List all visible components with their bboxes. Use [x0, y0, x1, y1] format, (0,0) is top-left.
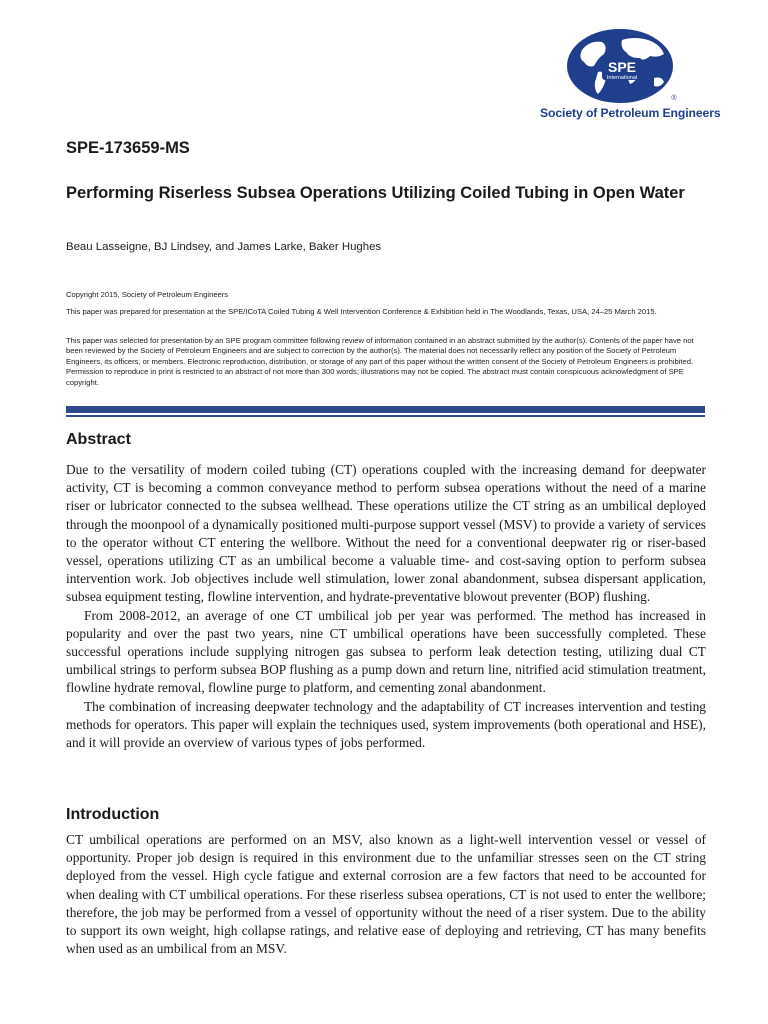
spe-logo [540, 28, 721, 124]
copyright-line: Copyright 2015, Society of Petroleum Engineers [66, 290, 229, 299]
paper-id: SPE-173659-MS [66, 139, 190, 157]
logo-mark-text: SPE [607, 59, 637, 75]
abstract-paragraph: Due to the versatility of modern coiled tubing (CT) operations coupled with the increasing demand for deepwater activity, CT is becoming a common conveyance method to perform subsea operations without the need of a marine riser or lubricator connected to the subsea wellhead. These operations utilize the CT string as an umbilical deployed through the moonpool of a dynamically positioned multi-purpose support vessel (MSV) to provide a variety of services to the operator without CT entering the wellbore. Without the need for a conventional deepwater rig or riser-based vessel, operations utilizing CT as an umbilical become a valuable time- and cost-saving option to perform subsea intervention work. Job objectives include well stimulation, lower zonal abandonment, subsea dispersant application, subsea equipment testing, flowline intervention, and hydrate-preventative blowout preventer (BOP) flushing. [66, 462, 706, 605]
paper-title: Performing Riserless Subsea Operations Utilizing Coiled Tubing in Open Water [66, 184, 685, 202]
logo-mark-subtext: International [606, 75, 638, 81]
globe-icon [564, 28, 686, 104]
introduction-body [66, 831, 706, 958]
abstract-body [66, 461, 706, 752]
society-name: Society of Petroleum Engineers [540, 106, 721, 120]
abstract-paragraph: From 2008-2012, an average of one CT umbilical job per year was performed. The method has increased in popularity and over the past two years, nine CT umbilical operations have been successfully completed. These successful operations include supplying nitrogen gas subsea to perform leak detection testing, utilizing dual CT umbilical strings to perform subsea BOP flushing as a pump down and return line, nitrified acid stimulation treatment, flowline hydrate removal, flowline purge to platform, and cementing zonal abandonment. [66, 607, 706, 696]
registered-mark: ® [671, 95, 677, 102]
author-list: Beau Lasseigne, BJ Lindsey, and James Larke, Baker Hughes [66, 241, 382, 253]
introduction-heading: Introduction [66, 806, 160, 823]
header-divider-thin [66, 415, 705, 417]
presentation-note: This paper was prepared for presentation at the SPE/ICoTA Coiled Tubing & Well Intervention Conference & Exhibition held in The Woodlands, Texas, USA, 24–25 March 2015. [66, 307, 657, 316]
selection-disclaimer: This paper was selected for presentation by an SPE program committee following review of information contained in an abstract submitted by the author(s). Contents of the paper have not been reviewed by the Society of Petroleum Engineers and are subject to correction by the author(s). The material does not necessarily reflect any position of the Society of Petroleum Engineers, its officers, or members. Electronic reproduction, distribution, or storage of any part of this paper without the written consent of the Society of Petroleum Engineers is prohibited. Permission to reproduce in print is restricted to an abstract of not more than 300 words; illustrations may not be copied. The abstract must contain conspicuous acknowledgment of SPE copyright. [66, 336, 694, 387]
header-divider [66, 406, 705, 413]
abstract-heading: Abstract [66, 431, 131, 448]
abstract-paragraph: The combination of increasing deepwater technology and the adaptability of CT increases intervention and testing methods for operators. This paper will explain the techniques used, system improvements (both operational and HSE), and it will provide an overview of various types of jobs performed. [66, 698, 706, 751]
introduction-paragraph: CT umbilical operations are performed on an MSV, also known as a light-well intervention vessel or vessel of opportunity. Proper job design is required in this environment due to the unfamiliar stresses seen on the CT string deployed from the vessel. High cycle fatigue and external corrosion are a few factors that need to be accounted for when dealing with CT umbilical operations. For these riserless subsea operations, CT is not used to enter the wellbore; therefore, the job may be performed from a vessel of opportunity without the need of a riser system. Due to the ability to support its own weight, high collapse ratings, and relative ease of deploying and retrieving, CT has many benefits when used as an umbilical from an MSV. [66, 832, 706, 957]
